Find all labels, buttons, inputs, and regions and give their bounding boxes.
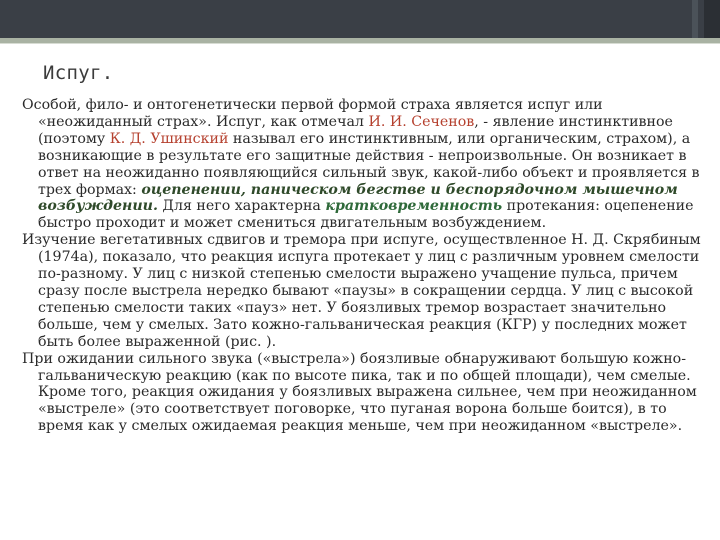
header-bar bbox=[0, 0, 720, 38]
paragraph-1-text-c: называл его инстинктивным, или органическим, страхом), а возникающие в результате его защитные действия - непроизвольные. Он возникает в ответ на неожиданно появляющийся сильный звук, какой-либо объект и проявляется в трех формах: bbox=[38, 130, 700, 198]
paragraph-1-text-a: Особой, фило- и онтогенетически первой формой страха является испуг или «неожиданный страх». Испуг, как отмечал bbox=[22, 97, 603, 130]
emphasis-brief: кратковременность bbox=[325, 198, 503, 215]
paragraph-1-text-b: , - явление инстинктивное (поэтому bbox=[38, 113, 673, 147]
name-sechenov: И. И. Сеченов bbox=[368, 113, 475, 130]
header-accent-line-thin bbox=[0, 43, 720, 44]
slide-body bbox=[22, 97, 702, 435]
paragraph-3: При ожидании сильного звука («выстрела») боязливые обнаруживают большую кожно-гальваническую реакцию (как по высоте пика, так и по общей площади), чем смелые. Кроме того, реакция ожидания у боязливых выражена сильнее, чем при неожиданном «выстреле» (это соответствует поговорке, что пуганая ворона больше боится), в то время как у смелых ожидаемая реакция меньше, чем при неожиданном «выстреле». bbox=[22, 350, 697, 435]
header-corner-decoration bbox=[704, 0, 720, 38]
paragraph-2: Изучение вегетативных сдвигов и тремора при испуге, осуществленное Н. Д. Скрябиным (1974а), показало, что реакция испуга протекает у лиц с различным уровнем смелости по-разному. У лиц с низкой степенью смелости выражено учащение пульса, причем сразу после выстрела нередко бывают «паузы» в сокращении сердца. У лиц с высокой степенью смелости таких «пауз» нет. У боязливых тремор возрастает значительно больше, чем у смелых. Зато кожно-гальваническая реакция (КГР) у последних может быть более выраженной (рис. ). bbox=[22, 232, 701, 350]
slide-title: Испуг. bbox=[43, 62, 114, 84]
emphasis-forms: оцепенении, паническом бегстве и беспорядочном мышечном возбуждении. bbox=[38, 181, 678, 215]
paragraph-1-text-e: протекания: оцепенение быстро проходит и может смениться двигательным возбуждением. bbox=[38, 198, 694, 232]
header-decoration bbox=[692, 0, 698, 38]
paragraph-1-text-d: Для него характерна bbox=[157, 198, 326, 215]
paragraph-1 bbox=[22, 97, 702, 232]
name-ushinsky: К. Д. Ушинский bbox=[109, 130, 229, 147]
